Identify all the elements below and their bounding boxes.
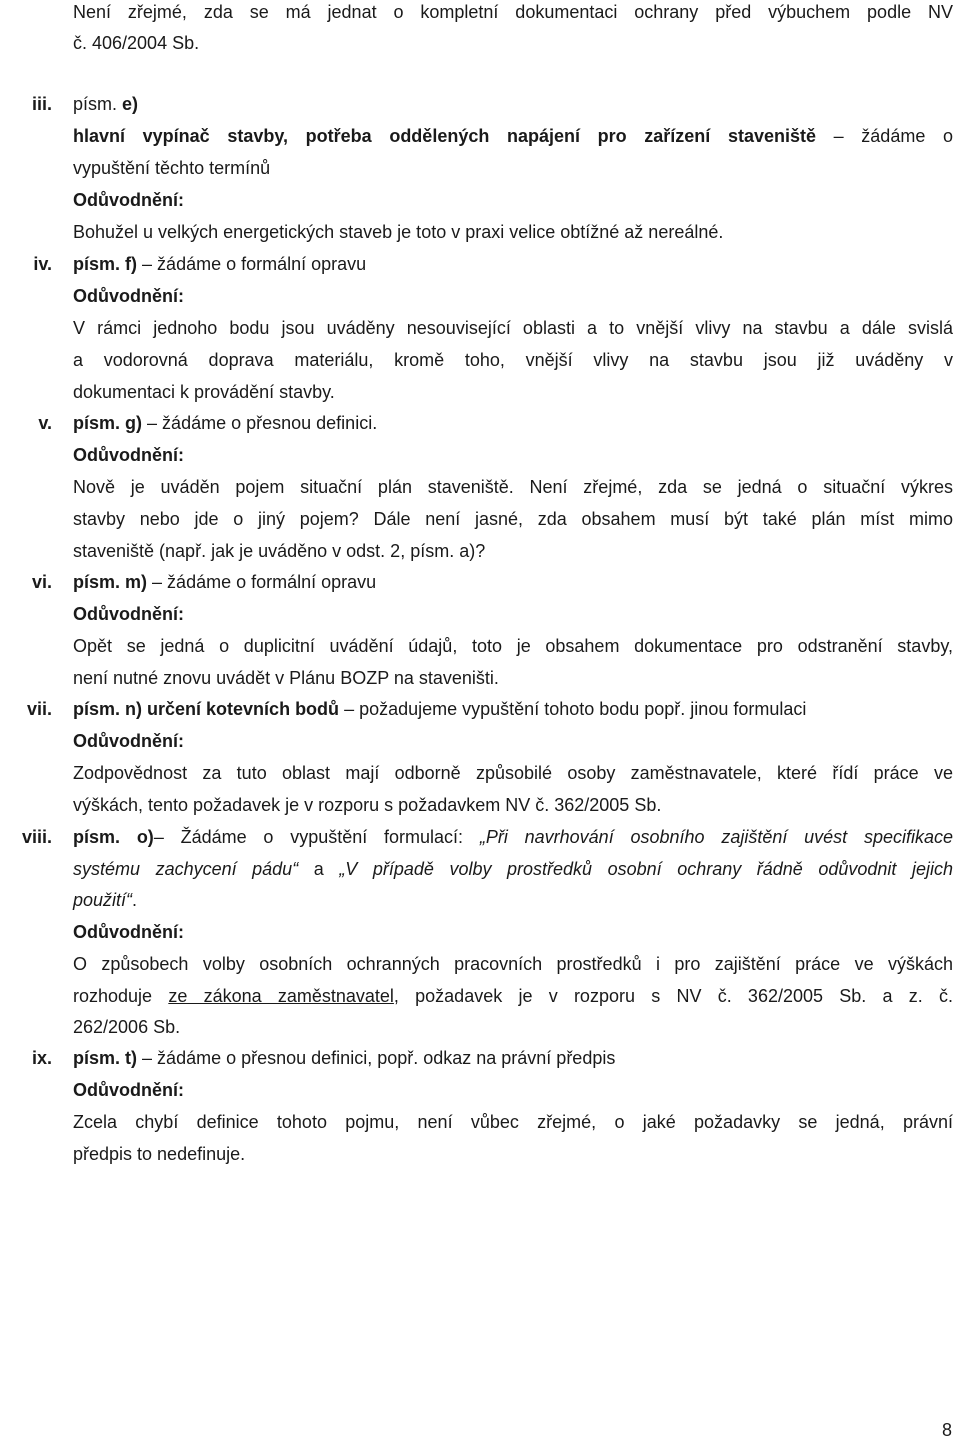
justification-label: Odůvodnění: (73, 445, 184, 465)
justification-text: Nově je uváděn pojem situační plán staveniště. Není zřejmé, zda se jedná o situační výkres (73, 477, 953, 497)
justification-text: V rámci jednoho bodu jsou uváděny nesouvisející oblasti a to vnější vlivy na stavbu a dále svislá (73, 318, 953, 338)
justification-text: rozhoduje ze zákona zaměstnavatel, požadavek je v rozporu s NV č. 362/2005 Sb. a z. č. (73, 986, 953, 1006)
justification-text: a vodorovná doprava materiálu, kromě toho, vnější vlivy na stavbu jsou již uváděny v (73, 350, 953, 370)
justification-label: Odůvodnění: (73, 604, 184, 624)
justification-text: staveniště (např. jak je uváděno v odst. 2, písm. a)? (73, 541, 486, 561)
justification-text: Opět se jedná o duplicitní uvádění údajů, toto je obsahem dokumentace pro odstranění stavby, (73, 636, 953, 656)
justification-label: Odůvodnění: (73, 922, 184, 942)
item-number: iv. (33, 254, 52, 274)
item-heading: písm. m) – žádáme o formální opravu (73, 572, 377, 592)
item-heading: písm. n) určení kotevních bodů – požadujeme vypuštění tohoto bodu popř. jinou formulaci (73, 699, 807, 719)
intro-line: Není zřejmé, zda se má jednat o kompletní dokumentaci ochrany před výbuchem podle NV (73, 2, 953, 22)
justification-label: Odůvodnění: (73, 731, 184, 751)
intro-line: č. 406/2004 Sb. (73, 33, 200, 53)
item-number: ix. (31, 1048, 52, 1068)
item-heading: písm. o)– Žádáme o vypuštění formulací: „Při navrhování osobního zajištění uvést specifikace (73, 827, 953, 847)
justification-text: dokumentaci k provádění stavby. (73, 382, 335, 402)
justification-text: 262/2006 Sb. (73, 1017, 181, 1037)
justification-text: stavby nebo jde o jiný pojem? Dále není jasné, zda obsahem musí být také plán míst mimo (73, 509, 953, 529)
item-heading: písm. g) – žádáme o přesnou definici. (73, 413, 378, 433)
item-number: v. (38, 413, 52, 433)
underlined-phrase: ze zákona zaměstnavatel (168, 986, 394, 1006)
justification-text: Zcela chybí definice tohoto pojmu, není vůbec zřejmé, o jaké požadavky se jedná, právní (73, 1112, 953, 1132)
item-number: iii. (31, 94, 52, 114)
justification-label: Odůvodnění: (73, 1080, 184, 1100)
justification-text: není nutné znovu uvádět v Plánu BOZP na staveništi. (73, 668, 499, 688)
justification-text: výškách, tento požadavek je v rozporu s požadavkem NV č. 362/2005 Sb. (73, 795, 662, 815)
item-heading: použití“. (73, 890, 138, 910)
justification-label: Odůvodnění: (73, 190, 184, 210)
page-number: 8 (941, 1420, 952, 1440)
item-heading: písm. f) – žádáme o formální opravu (73, 254, 367, 274)
justification-text: předpis to nedefinuje. (73, 1144, 246, 1164)
item-heading: písm. t) – žádáme o přesnou definici, popř. odkaz na právní předpis (73, 1048, 616, 1068)
item-heading: vypuštění těchto termínů (73, 158, 271, 178)
justification-label: Odůvodnění: (73, 286, 184, 306)
item-number: viii. (21, 827, 52, 847)
justification-text: Bohužel u velkých energetických staveb je toto v praxi velice obtížné až nereálné. (73, 222, 724, 242)
item-number: vi. (31, 572, 52, 592)
justification-text: O způsobech volby osobních ochranných pracovních prostředků i pro zajištění práce ve výškách (73, 954, 953, 974)
justification-text: Zodpovědnost za tuto oblast mají odborně způsobilé osoby zaměstnavatele, které řídí práce ve (73, 763, 953, 783)
item-heading: písm. e) (73, 94, 139, 114)
item-number: vii. (26, 699, 52, 719)
item-heading: systému zachycení pádu“ a „V případě volby prostředků osobní ochrany řádně odůvodnit jejich (73, 859, 953, 879)
item-heading: hlavní vypínač stavby, potřeba oddělených napájení pro zařízení staveniště – žádáme o (73, 126, 953, 146)
